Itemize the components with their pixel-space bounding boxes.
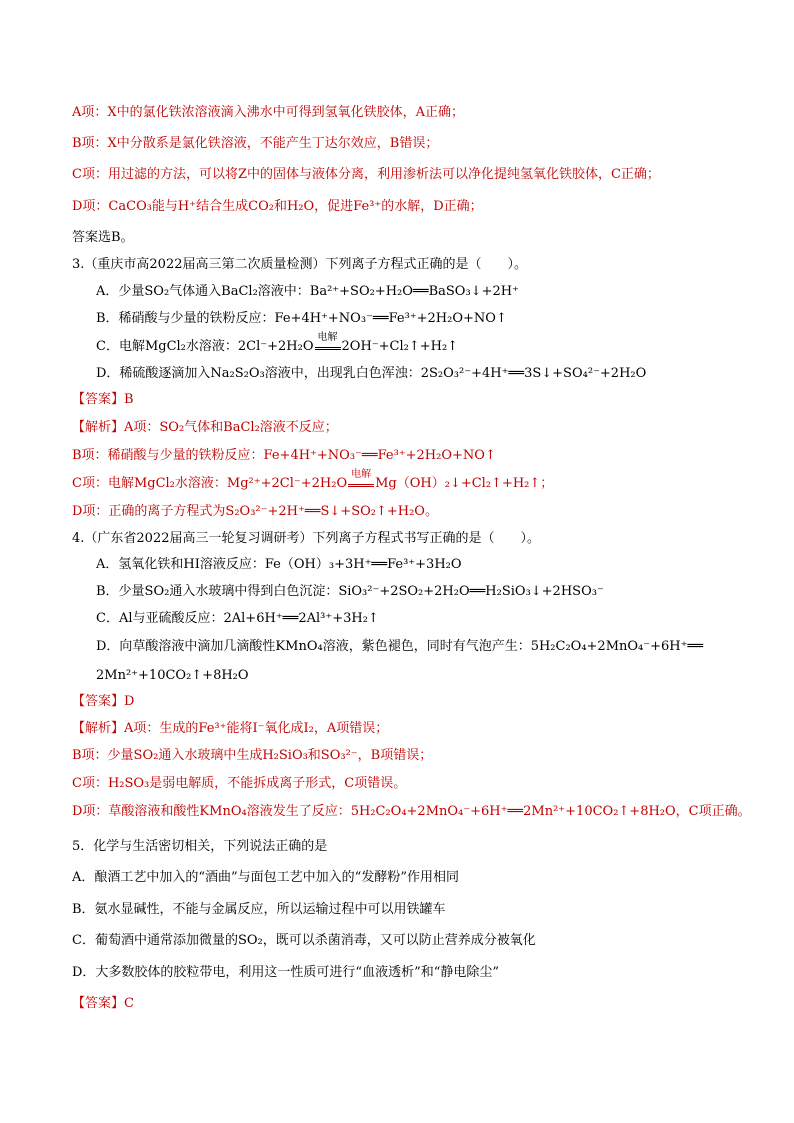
q3-stem: 3.（重庆市高2022届高三第二次质量检测）下列离子方程式正确的是（ ）。: [72, 257, 527, 272]
q4-analysis-c: C项：H₂SO₃是弱电解质，不能拆成离子形式，C项错误。: [72, 776, 407, 791]
q4-option-a: A．氢氧化铁和HI溶液反应：Fe（OH）₃+3H⁺══Fe³⁺+3H₂O: [96, 557, 462, 572]
q3-option-a: A．少量SO₂气体通入BaCl₂溶液中：Ba²⁺+SO₂+H₂O══BaSO₃↓+2H⁺: [96, 284, 519, 299]
q3-option-c: [96, 332, 459, 356]
q4-option-d: D．向草酸溶液中滴加几滴酸性KMnO₄溶液，紫色褪色，同时有气泡产生：5H₂C₂O₄+2MnO₄⁻+6H⁺══: [96, 639, 704, 654]
analysis-d: D项：CaCO₃能与H⁺结合生成CO₂和H₂O，促进Fe³⁺的水解，D正确；: [72, 199, 483, 214]
analysis-a: A项：X中的氯化铁浓溶液滴入沸水中可得到氢氧化铁胶体，A正确；: [72, 105, 465, 120]
q3-option-d: D．稀硫酸逐滴加入Na₂S₂O₃溶液中，出现乳白色浑浊：2S₂O₃²⁻+4H⁺══3S↓+SO₄²⁻+2H₂O: [96, 366, 647, 381]
q4-option-b: B．少量SO₂通入水玻璃中得到白色沉淀：SiO₃²⁻+2SO₂+2H₂O══H₂SiO₃↓+2HSO₃⁻: [96, 584, 604, 599]
q3-option-c-right: 2OH⁻+Cl₂↑+H₂↑: [341, 339, 459, 354]
q3-analysis-c: C项：电解MgCl₂水溶液：Mg²⁺+2Cl⁻+2H₂O 电解 Mg（OH）₂↓+Cl₂↑+H₂↑；: [72, 469, 554, 491]
q4-analysis-a: 【解析】A项：生成的Fe³⁺能将I⁻氧化成I₂，A项错误；: [72, 721, 389, 736]
q3-analysis-a: 【解析】A项：SO₂气体和BaCl₂溶液不反应；: [72, 420, 338, 435]
q5-option-b: B．氨水显碱性，不能与金属反应，所以运输过程中可以用铁罐车: [72, 902, 446, 917]
q5-stem: 5．化学与生活密切相关，下列说法正确的是: [72, 839, 328, 854]
analysis-conclusion: 答案选B。: [72, 230, 134, 245]
analysis-c: C项：用过滤的方法，可以将Z中的固体与液体分离，利用渗析法可以净化提纯氢氧化铁胶体，C正确；: [72, 167, 660, 182]
q5-answer: 【答案】C: [72, 996, 134, 1011]
q5-option-d: D．大多数胶体的胶粒带电，利用这一性质可进行“血液透析”和“静电除尘”: [72, 965, 500, 980]
q5-option-c: C．葡萄酒中通常添加微量的SO₂，既可以杀菌消毒，又可以防止营养成分被氧化: [72, 933, 536, 948]
electrolysis-condition: 电解: [315, 338, 341, 356]
q3-option-c-left: C．电解MgCl₂水溶液：2Cl⁻+2H₂O: [96, 339, 314, 354]
q4-option-c: C．Al与亚硫酸反应：2Al+6H⁺══2Al³⁺+3H₂↑: [96, 611, 379, 626]
q3-answer: 【答案】B: [72, 392, 134, 407]
q4-stem: 4.（广东省2022届高三一轮复习调研考）下列离子方程式书写正确的是（ ）。: [72, 531, 540, 546]
q4-analysis-b: B项：少量SO₂通入水玻璃中生成H₂SiO₃和SO₃²⁻，B项错误；: [72, 748, 433, 763]
q3-analysis-d: D项：正确的离子方程式为S₂O₃²⁻+2H⁺══S↓+SO₂↑+H₂O。: [72, 504, 438, 519]
q4-answer: 【答案】D: [72, 694, 135, 709]
q4-option-d-cont: 2Mn²⁺+10CO₂↑+8H₂O: [96, 668, 249, 683]
analysis-b: B项：X中分散系是氯化铁溶液，不能产生丁达尔效应，B错误；: [72, 136, 439, 151]
q3-option-b: B．稀硝酸与少量的铁粉反应：Fe+4H⁺+NO₃⁻══Fe³⁺+2H₂O+NO↑: [96, 311, 507, 326]
q5-option-a: A．酿酒工艺中加入的“酒曲”与面包工艺中加入的“发酵粉”作用相同: [72, 870, 459, 885]
q3-analysis-b: B项：稀硝酸与少量的铁粉反应：Fe+4H⁺+NO₃⁻══Fe³⁺+2H₂O+NO↑: [72, 448, 496, 463]
q4-analysis-d: D项：草酸溶液和酸性KMnO₄溶液发生了反应：5H₂C₂O₄+2MnO₄⁻+6H⁺══2Mn²⁺+10CO₂↑+8H₂O，C项正确。: [72, 804, 751, 819]
